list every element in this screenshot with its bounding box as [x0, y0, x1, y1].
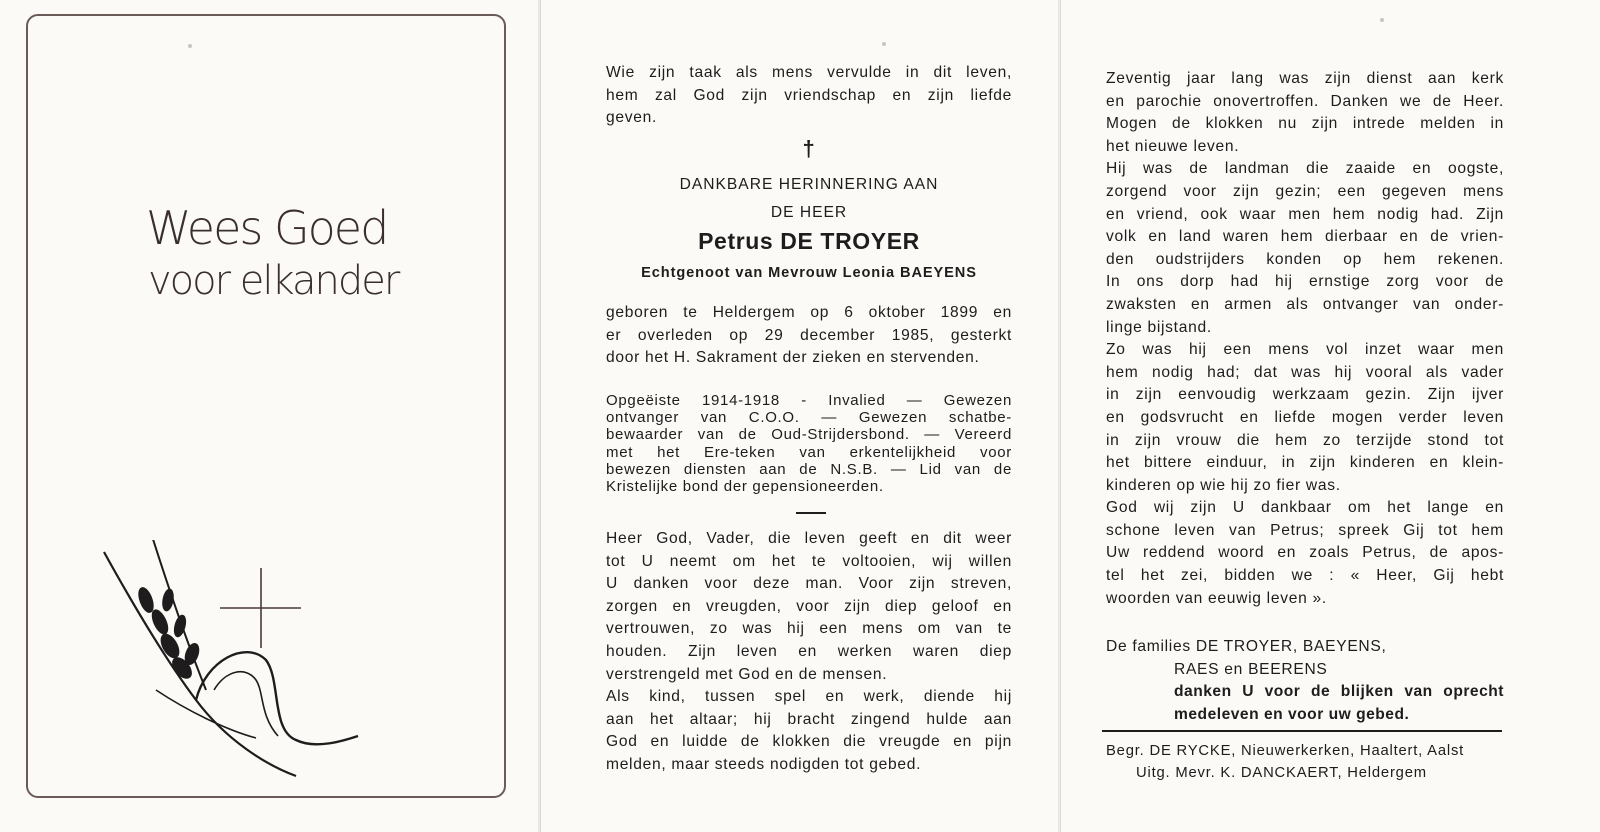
tribute-line: volk en land waren hem dierbaar en de vrien-: [1106, 228, 1504, 246]
tribute-line: linge bijstand.: [1106, 318, 1212, 336]
paper-speck: [1380, 18, 1384, 22]
birth-line: door het H. Sakrament der zieken en stervenden.: [606, 349, 980, 367]
prayer: [606, 528, 1012, 777]
publisher-line: Uitg. Mevr. K. DANCKAERT, Heldergem: [1136, 765, 1427, 781]
birth-line: geboren te Heldergem op 6 oktober 1899 en: [606, 304, 1012, 321]
tribute-line: en godsvrucht en liefde mogen verder leven: [1106, 408, 1504, 426]
tribute-line: hem nodig had; dat was hij vooral als vader: [1106, 363, 1504, 381]
printer-credits: [1106, 740, 1506, 784]
tribute-line: woorden van eeuwig leven ».: [1106, 589, 1327, 607]
tribute-line: in zijn vrouw die hem zo terzijde stond tot: [1106, 431, 1504, 449]
prayer-line: tot U neemt om het te voltooien, wij willen: [606, 552, 1012, 570]
verse-line: Wie zijn taak als mens vervulde in dit leven,: [606, 64, 1012, 81]
tribute-line: Hij was de landman die zaaide en oogste,: [1106, 160, 1504, 178]
paper-speck: [882, 42, 886, 46]
tribute-line: schone leven van Petrus; spreek Gij tot hem: [1106, 521, 1504, 539]
prayer-line: zorgen en vreugden, voor zijn diep geloof en: [606, 597, 1012, 615]
families-line: RAES en BEERENS: [1174, 660, 1328, 678]
families-line: De families DE TROYER, BAEYENS,: [1106, 638, 1387, 655]
prayer-line: houden. Zijn leven en werken waren diep: [606, 642, 1012, 660]
tribute-line: en vriend, ook waar men hem nodig had. Zijn: [1106, 205, 1504, 223]
tribute-line: in zijn eenvoudig werkzaam gezin. Zijn ijver: [1106, 386, 1504, 404]
cover-title-line2: voor elkander: [148, 258, 399, 304]
biography-line: bewezen diensten aan de N.S.B. — Lid van de: [606, 460, 1012, 478]
biography-line: Kristelijke bond der gepensioneerden.: [606, 477, 884, 495]
prayer-line: Heer God, Vader, die leven geeft en dit weer: [606, 530, 1012, 547]
printer-line: Begr. DE RYCKE, Nieuwerkerken, Haaltert, Aalst: [1106, 743, 1465, 759]
verse-line: geven.: [606, 109, 658, 127]
thanks-line: medeleven en voor uw gebed.: [1174, 705, 1410, 723]
footer-rule: [1102, 730, 1502, 732]
deceased-name: Petrus DE TROYER: [698, 228, 920, 254]
prayer-line: God en luidde de klokken die vreugde en pijn: [606, 733, 1012, 751]
biography-line: met het Ere-teken van erkentelijkheid voor: [606, 443, 1012, 461]
remembrance-heading: DANKBARE HERINNERING AAN: [679, 176, 939, 193]
cover-panel: [0, 0, 538, 832]
cross-symbol: †: [802, 136, 816, 161]
tribute-line: zorgend voor zijn gezin; een gegeven mens: [1106, 182, 1504, 200]
tribute-line: In ons dorp had hij ernstige zorg voor de: [1106, 273, 1504, 291]
tribute-text: [1106, 68, 1504, 610]
family-thanks: [1106, 636, 1504, 726]
tribute-line: het nieuwe leven.: [1106, 137, 1240, 155]
tribute-line: Mogen de klokken nu zijn intrede melden in: [1106, 115, 1504, 133]
prayer-line: verstrengeld met God en de mensen.: [606, 665, 888, 683]
prayer-line: melden, maar steeds nodigden tot gebed.: [606, 755, 922, 773]
wheat-cross-illustration: [96, 540, 376, 780]
tribute-line: den oudstrijders konden op hem rekenen.: [1106, 250, 1504, 268]
cover-title-line1: Wees Goed: [146, 201, 388, 255]
biography-line: Opgeëiste 1914-1918 - Invalied — Gewezen: [606, 392, 1012, 409]
biography-line: bewaarder van de Oud-Strijdersbond. — Vereerd: [606, 426, 1012, 444]
tribute-line: het bittere einduur, in zijn kinderen en klein-: [1106, 454, 1504, 472]
tribute-line: Zo was hij een mens vol inzet waar men: [1106, 341, 1504, 359]
biography-line: ontvanger van C.O.O. — Gewezen schatbe-: [606, 409, 1012, 427]
birth-line: er overleden op 29 december 1985, gesterkt: [606, 326, 1012, 344]
section-divider: [796, 512, 826, 514]
prayer-line: U danken voor deze man. Voor zijn streven,: [606, 575, 1012, 593]
prayer-line: vertrouwen, zo was hij een mens om van te: [606, 620, 1012, 638]
tribute-line: God wij zijn U dankbaar om het lange en: [1106, 499, 1504, 517]
verse-line: hem zal God zijn vriendschap en zijn liefde: [606, 86, 1012, 104]
cross-icon: [220, 568, 301, 648]
opening-verse: [606, 62, 1012, 130]
wheat-icon: [104, 540, 358, 776]
tribute-line: en parochie onovertroffen. Danken we de Heer.: [1106, 92, 1504, 110]
prayer-line: aan het altaar; hij bracht zingend hulde aan: [606, 710, 1012, 728]
cover-title: [146, 198, 398, 304]
honorific: DE HEER: [770, 204, 848, 221]
spouse-line: Echtgenoot van Mevrouw Leonia BAEYENS: [641, 265, 977, 281]
thanks-line: danken U voor de blijken van oprecht: [1174, 683, 1504, 701]
tribute-line: kinderen op wie hij zo fier was.: [1106, 476, 1341, 494]
tribute-line: Zeventig jaar lang was zijn dienst aan kerk: [1106, 70, 1504, 87]
biography: [606, 392, 1012, 495]
paper-speck: [188, 44, 192, 48]
tribute-line: tel het zei, bidden we : « Heer, Gij hebt: [1106, 567, 1504, 585]
prayer-line: Als kind, tussen spel en werk, diende hij: [606, 688, 1012, 706]
birth-death-info: [606, 302, 1012, 370]
tribute-line: zwaksten en armen als ontvanger van onder-: [1106, 295, 1504, 313]
tribute-line: Uw reddend woord en zoals Petrus, de apos-: [1106, 544, 1504, 562]
